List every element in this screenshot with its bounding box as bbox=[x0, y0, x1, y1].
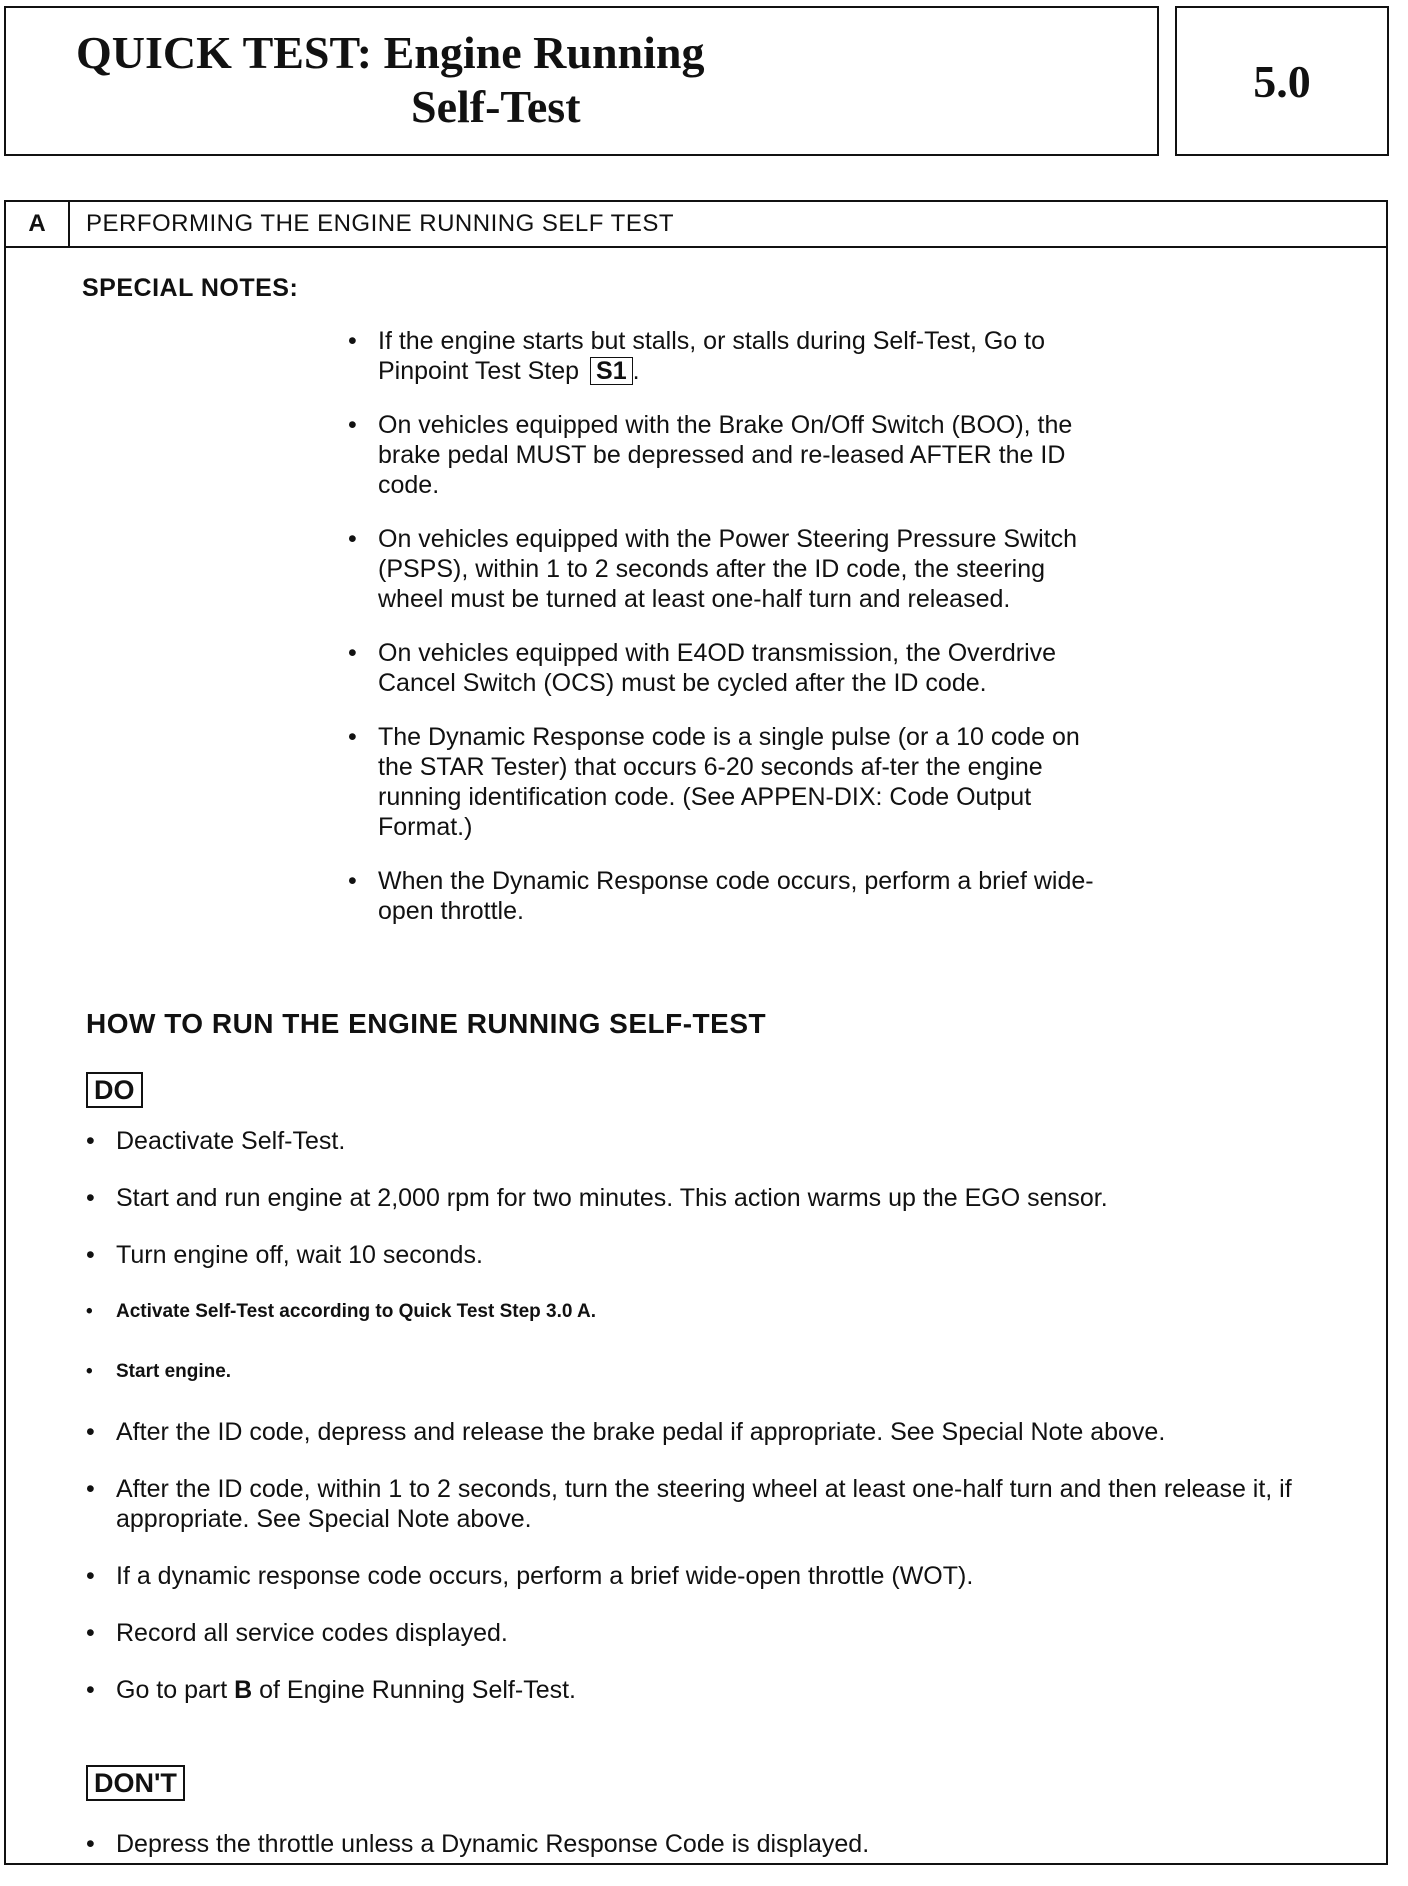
do-item-text: Deactivate Self-Test. bbox=[116, 1127, 346, 1155]
special-note bbox=[346, 410, 1116, 500]
special-note bbox=[346, 866, 1116, 926]
bullet-icon: • bbox=[86, 1241, 95, 1269]
bullet-icon: • bbox=[86, 1301, 93, 1322]
bullet-icon: • bbox=[348, 411, 357, 439]
do-item bbox=[86, 1183, 1336, 1213]
do-item-text: Activate Self-Test according to Quick Test Step 3.0 A. bbox=[116, 1301, 597, 1322]
bullet-icon: • bbox=[86, 1475, 95, 1503]
bullet-icon: • bbox=[348, 867, 357, 895]
bullet-icon: • bbox=[86, 1361, 93, 1382]
part-reference: B bbox=[234, 1676, 253, 1704]
special-note-text: If the engine starts but stalls, or stalls during Self-Test, Go to Pinpoint Test Step bbox=[378, 327, 1045, 385]
do-item bbox=[86, 1618, 1336, 1648]
bullet-icon: • bbox=[86, 1676, 95, 1704]
bullet-icon: • bbox=[86, 1619, 95, 1647]
do-item bbox=[86, 1474, 1336, 1534]
do-item-text: Turn engine off, wait 10 seconds. bbox=[116, 1241, 483, 1269]
special-note-text: The Dynamic Response code is a single pulse (or a 10 code on the STAR Tester) that occurs 6-20 seconds af-ter the engine running identification code. (See APPEN-DIX: Code Output Format.) bbox=[378, 723, 1080, 841]
dont-label: DON'T bbox=[86, 1765, 185, 1801]
do-item-text: Go to part bbox=[116, 1676, 228, 1704]
do-item bbox=[86, 1126, 1336, 1156]
do-item bbox=[86, 1561, 1336, 1591]
bullet-icon: • bbox=[86, 1562, 95, 1590]
pinpoint-step-reference: S1 bbox=[590, 357, 633, 385]
do-item-text: If a dynamic response code occurs, perform a brief wide-open throttle (WOT). bbox=[116, 1562, 974, 1590]
special-note bbox=[346, 722, 1116, 842]
bullet-icon: • bbox=[86, 1830, 95, 1858]
test-step-panel bbox=[4, 200, 1388, 1865]
special-note bbox=[346, 638, 1116, 698]
special-note-text: On vehicles equipped with the Power Steering Pressure Switch (PSPS), within 1 to 2 seconds after the ID code, the steering wheel must be turned at least one-half turn and released. bbox=[378, 525, 1077, 613]
dont-item bbox=[86, 1829, 1336, 1859]
bullet-icon: • bbox=[348, 639, 357, 667]
special-note-text: On vehicles equipped with the Brake On/Off Switch (BOO), the brake pedal MUST be depressed and re-leased AFTER the ID code. bbox=[378, 411, 1073, 499]
procedure-heading: HOW TO RUN THE ENGINE RUNNING SELF-TEST bbox=[86, 1008, 767, 1039]
do-item-text: After the ID code, within 1 to 2 seconds, turn the steering wheel at least one-half turn and then release it, if appropriate. See Special Note above. bbox=[116, 1475, 1292, 1533]
bullet-icon: • bbox=[348, 327, 357, 355]
do-item bbox=[86, 1675, 1336, 1705]
page-title-line1: QUICK TEST: Engine Running bbox=[76, 27, 705, 78]
dont-list bbox=[86, 1829, 1336, 1886]
do-item bbox=[86, 1357, 1336, 1387]
special-note-text: On vehicles equipped with E4OD transmission, the Overdrive Cancel Switch (OCS) must be cycled after the ID code. bbox=[378, 639, 1057, 697]
special-note bbox=[346, 326, 1116, 386]
do-list bbox=[86, 1126, 1336, 1732]
special-notes-list bbox=[346, 326, 1116, 950]
step-title: PERFORMING THE ENGINE RUNNING SELF TEST bbox=[86, 210, 675, 237]
bullet-icon: • bbox=[86, 1127, 95, 1155]
special-note-text: When the Dynamic Response code occurs, perform a brief wide-open throttle. bbox=[378, 867, 1094, 925]
do-item-text: Start engine. bbox=[116, 1361, 232, 1382]
step-letter: A bbox=[6, 202, 70, 246]
do-item bbox=[86, 1240, 1336, 1270]
do-item-text: Start and run engine at 2,000 rpm for two minutes. This action warms up the EGO sensor. bbox=[116, 1184, 1108, 1212]
bullet-icon: • bbox=[86, 1184, 95, 1212]
section-number: 5.0 bbox=[1175, 6, 1389, 156]
bullet-icon: • bbox=[86, 1418, 95, 1446]
do-item-text: Record all service codes displayed. bbox=[116, 1619, 508, 1647]
special-note bbox=[346, 524, 1116, 614]
bullet-icon: • bbox=[348, 723, 357, 751]
do-item-text: of Engine Running Self-Test. bbox=[259, 1676, 576, 1704]
do-item bbox=[86, 1297, 1336, 1327]
dont-item-text: Depress the throttle unless a Dynamic Response Code is displayed. bbox=[116, 1830, 870, 1858]
do-item bbox=[86, 1417, 1336, 1447]
bullet-icon: • bbox=[348, 525, 357, 553]
special-note-end: . bbox=[632, 357, 640, 385]
page-title-line2: Self-Test bbox=[411, 81, 581, 132]
do-label: DO bbox=[86, 1072, 143, 1108]
do-item-text: After the ID code, depress and release the brake pedal if appropriate. See Special Note above. bbox=[116, 1418, 1166, 1446]
page-title-box bbox=[4, 6, 1159, 156]
special-notes-heading: SPECIAL NOTES: bbox=[82, 274, 299, 302]
step-header bbox=[6, 202, 1386, 248]
